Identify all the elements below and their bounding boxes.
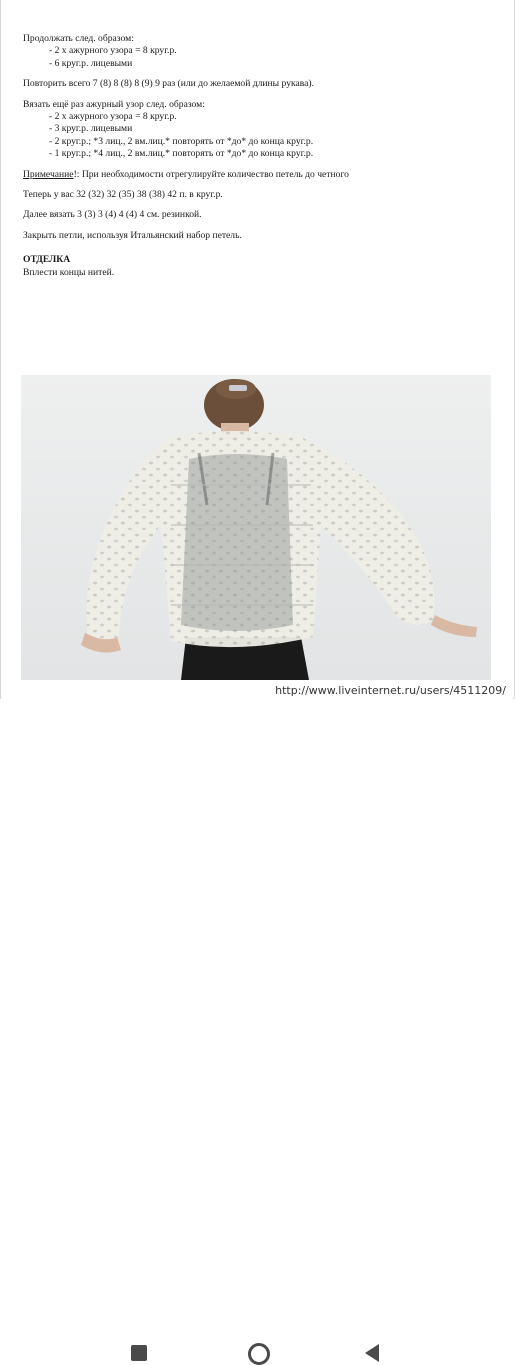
watermark-url: http://www.liveinternet.ru/users/4511209/ (275, 684, 506, 697)
list-item: - 2 х ажурного узора = 8 круг.р. (49, 111, 177, 123)
list-item: - 6 круг.р. лицевыми (49, 57, 133, 69)
list-item: - 2 х ажурного узора = 8 круг.р. (49, 45, 177, 57)
list-item: - 2 круг.р.; *3 лиц., 2 вм.лиц.* повторять от *до* до конца круг.р. (49, 135, 314, 147)
paragraph-ribbing: Далее вязать 3 (3) 3 (4) 4 (4) 4 см. резинкой. (23, 209, 202, 221)
home-button[interactable] (248, 1343, 270, 1365)
paragraph-lead: Вязать ещё раз ажурный узор след. образом: (23, 98, 205, 110)
note-label: Примечание (23, 168, 74, 180)
paragraph-note (23, 169, 493, 181)
list-item: - 3 круг.р. лицевыми (49, 123, 133, 135)
document-text (23, 33, 493, 287)
paragraph-lead: Продолжать след. образом: (23, 33, 134, 44)
back-button[interactable] (365, 1344, 379, 1362)
paragraph-continue (23, 33, 493, 70)
section-heading: ОТДЕЛКА (23, 254, 71, 266)
paragraph-stitch-count: Теперь у вас 32 (32) 32 (35) 38 (38) 42 п. в круг.р. (23, 189, 223, 201)
paragraph-bind-off: Закрыть петли, используя Итальянский набор петель. (23, 229, 242, 241)
note-text: !: При необходимости отрегулируйте количество петель до четного (73, 168, 349, 180)
sweater-photo (21, 375, 491, 680)
paragraph-repeat: Повторить всего 7 (8) 8 (8) 8 (9) 9 раз (или до желаемой длины рукава). (23, 78, 315, 90)
paragraph-finishing: Вплести концы нитей. (23, 266, 115, 278)
recent-apps-button[interactable] (131, 1345, 147, 1361)
list-item: - 1 круг.р.; *4 лиц., 2 вм.лиц.* повторять от *до* до конца круг.р. (49, 148, 314, 160)
paragraph-lace-pattern (23, 99, 493, 161)
